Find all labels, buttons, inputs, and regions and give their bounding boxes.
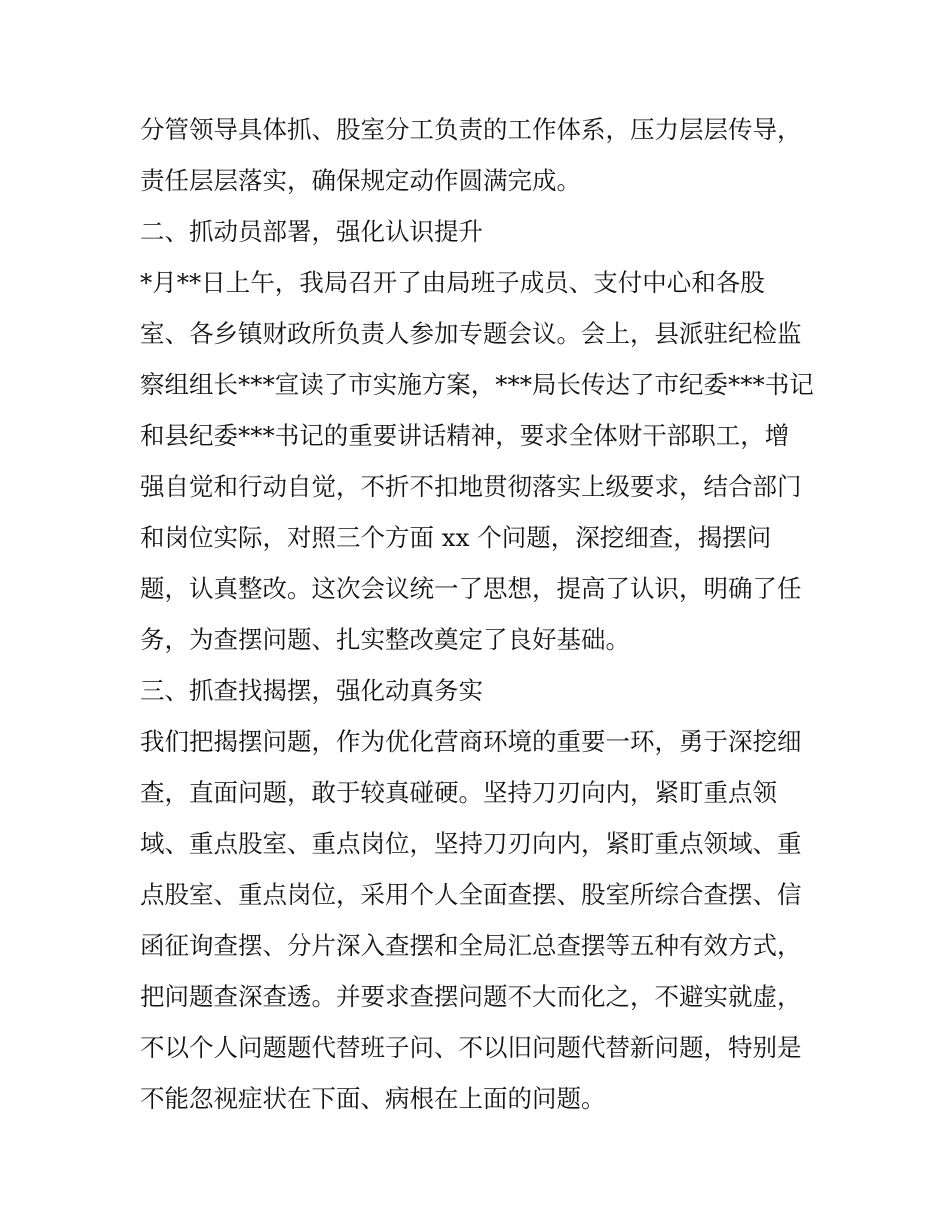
paragraph-line: 责任层层落实，确保规定动作圆满完成。 (140, 166, 581, 195)
paragraph-line: 不以个人问题题代替班子问、不以旧问题代替新问题，特别是 (140, 1033, 802, 1062)
paragraph-line: 察组组长***宣读了市实施方案，***局长传达了市纪委***书记 (140, 370, 814, 399)
paragraph-line: 和岗位实际，对照三个方面 xx 个问题，深挖细查，揭摆问 (140, 523, 772, 552)
paragraph-line: *月**日上午，我局召开了由局班子成员、支付中心和各股 (140, 268, 765, 297)
paragraph-line: 分管领导具体抓、股室分工负责的工作体系，压力层层传导， (140, 115, 802, 144)
document-body (140, 104, 815, 1124)
paragraph-line: 和县纪委***书记的重要讲话精神，要求全体财干部职工，增 (140, 421, 790, 450)
paragraph-line: 我们把揭摆问题，作为优化营商环境的重要一环，勇于深挖细 (140, 727, 802, 756)
section-heading: 二、抓动员部署，强化认识提升 (140, 217, 483, 246)
paragraph-line: 把问题查深查透。并要求查摆问题不大而化之，不避实就虚， (140, 982, 802, 1011)
paragraph-line: 点股室、重点岗位，采用个人全面查摆、股室所综合查摆、信 (140, 880, 802, 909)
paragraph-line: 函征询查摆、分片深入查摆和全局汇总查摆等五种有效方式， (140, 931, 802, 960)
paragraph-line: 题，认真整改。这次会议统一了思想，提高了认识，明确了任 (140, 574, 802, 603)
paragraph-line: 务，为查摆问题、扎实整改奠定了良好基础。 (140, 625, 630, 654)
paragraph-line: 查，直面问题，敢于较真碰硬。坚持刀刃向内，紧盯重点领 (140, 778, 777, 807)
paragraph-line: 域、重点股室、重点岗位，坚持刀刃向内，紧盯重点领域、重 (140, 829, 802, 858)
section-heading: 三、抓查找揭摆，强化动真务实 (140, 676, 483, 705)
paragraph-line: 室、各乡镇财政所负责人参加专题会议。会上，县派驻纪检监 (140, 319, 802, 348)
paragraph-line: 不能忽视症状在下面、病根在上面的问题。 (140, 1084, 606, 1113)
paragraph-line: 强自觉和行动自觉，不折不扣地贯彻落实上级要求，结合部门 (140, 472, 802, 501)
